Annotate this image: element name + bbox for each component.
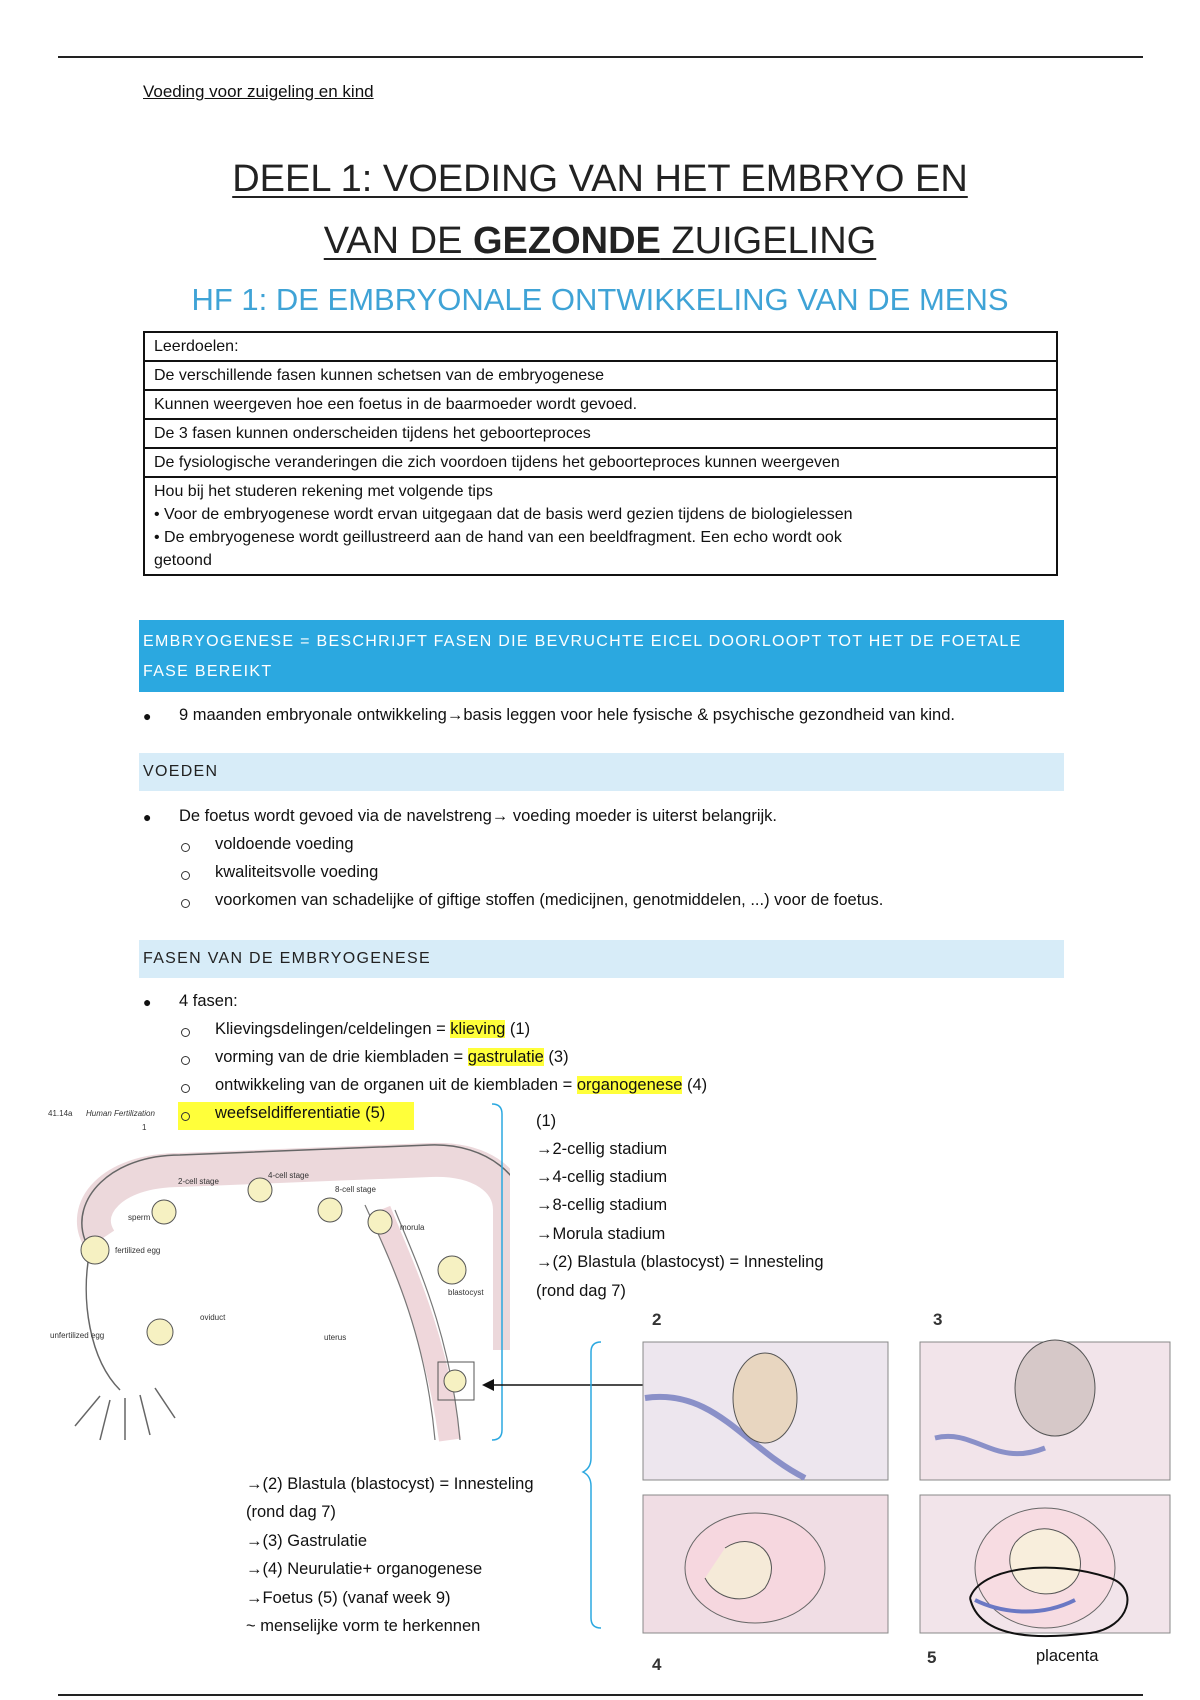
two-cell-embryo (152, 1200, 176, 1224)
panel-number-5: 5 (927, 1648, 937, 1667)
figure-caption-num: 41.14a (48, 1109, 73, 1118)
main-title-line1-text: DEEL 1: VOEDING VAN HET EMBRYO EN (232, 158, 968, 200)
label-4cell: 4-cell stage (268, 1171, 309, 1180)
stages-bottom-5: →Foetus (5) (vanaf week 9) (246, 1589, 451, 1607)
sub-bullet-circle (181, 871, 190, 880)
stages-right-7: (rond dag 7) (536, 1282, 626, 1300)
embryogenese-heading: EMBRYOGENESE = BESCHRIJFT FASEN DIE BEVRUCHTE EICEL DOORLOOPT TOT HET DE FOETALE FASE BEREIKT (139, 620, 1064, 692)
step-3-highlight: organogenese (576, 1076, 683, 1094)
unfertilized-egg-cell (147, 1319, 173, 1345)
fasen-bullet: 4 fasen: (179, 992, 238, 1010)
four-cell-embryo (248, 1178, 272, 1202)
stages-bottom-4: →(4) Neurulatie+ organogenese (246, 1560, 483, 1578)
bullet-dot: ● (143, 809, 152, 825)
fasen-step-4: weefseldifferentiatie (5) (215, 1104, 386, 1122)
panel-gastrula-embryo (1015, 1340, 1095, 1436)
goals-row: De 3 fasen kunnen onderscheiden tijdens het geboorteproces (144, 419, 1057, 448)
stages-bottom-6: ~ menselijke vorm te herkennen (246, 1617, 481, 1635)
sub-bullet-circle (181, 1084, 190, 1093)
main-title-line1 (0, 158, 1200, 201)
main-title-line2 (0, 220, 1200, 263)
label-oviduct: oviduct (200, 1313, 226, 1322)
stages-right-3: →4-cellig stadium (536, 1168, 668, 1186)
goals-row-header: Leerdoelen: (144, 332, 1057, 361)
implanted-blastocyst (444, 1370, 466, 1392)
label-morula: morula (400, 1223, 425, 1232)
tip-2: • De embryogenese wordt geillustreerd aan de hand van een beeldfragment. Een echo wordt ook getoond (154, 529, 842, 569)
learning-goals-table (143, 331, 1058, 576)
sub-bullet-circle (181, 843, 190, 852)
fasen-step-2 (215, 1048, 569, 1067)
goals-row: De verschillende fasen kunnen schetsen van de embryogenese (144, 361, 1057, 390)
stages-bottom-2: (rond dag 7) (246, 1503, 336, 1521)
bullet-dot: ● (143, 708, 152, 724)
eight-cell-embryo (318, 1198, 342, 1222)
stages-right-4: →8-cellig stadium (536, 1196, 668, 1214)
main-title-line2-post: ZUIGELING (660, 220, 877, 262)
panel-number-3: 3 (933, 1310, 943, 1329)
goals-row: Kunnen weergeven hoe een foetus in de baarmoeder wordt gevoed. (144, 390, 1057, 419)
voeden-sub-1: voldoende voeding (215, 835, 354, 853)
panel-number-4: 4 (652, 1655, 662, 1674)
label-2cell: 2-cell stage (178, 1177, 219, 1186)
fasen-step-3 (215, 1076, 707, 1095)
label-sperm: sperm (128, 1213, 151, 1222)
morula-embryo (368, 1210, 392, 1234)
figure-caption-index: 1 (142, 1123, 147, 1132)
label-uterus: uterus (324, 1333, 347, 1342)
sub-bullet-circle (181, 1028, 190, 1037)
label-blastocyst: blastocyst (448, 1288, 484, 1297)
chapter-title: HF 1: DE EMBRYONALE ONTWIKKELING VAN DE MENS (191, 282, 1009, 317)
bullet-dot: ● (143, 994, 152, 1010)
voeden-sub-2: kwaliteitsvolle voeding (215, 863, 379, 881)
step-1-ref: (1) (505, 1020, 531, 1038)
embryogenese-bullet: 9 maanden embryonale ontwikkeling→basis leggen voor hele fysische & psychische gezondheid van kind. (179, 706, 955, 724)
bottom-rule (58, 1694, 1143, 1696)
uterus-wall (380, 1210, 450, 1440)
step-2-ref: (3) (543, 1048, 569, 1066)
label-unfertilized-egg: unfertilized egg (50, 1331, 105, 1340)
voeden-sub-3: voorkomen van schadelijke of giftige stoffen (medicijnen, genotmiddelen, ...) voor de foetus. (215, 891, 884, 909)
step-3-text: ontwikkeling van de organen uit de kiembladen = (215, 1076, 577, 1094)
step-2-text: vorming van de drie kiembladen = (215, 1048, 468, 1066)
goals-tips-cell (144, 477, 1057, 575)
development-panels (575, 1338, 1175, 1638)
goals-row: De fysiologische veranderingen die zich voordoen tijdens het geboorteproces kunnen weergeven (144, 448, 1057, 477)
label-8cell: 8-cell stage (335, 1185, 376, 1194)
main-title-line2-pre: VAN DE (323, 220, 473, 262)
main-title-bold-word: GEZONDE (472, 220, 661, 262)
sub-bullet-circle (181, 1056, 190, 1065)
running-header: Voeding voor zuigeling en kind (143, 82, 374, 101)
stages-right-6: →(2) Blastula (blastocyst) = Innesteling (536, 1253, 824, 1271)
stages-right-2: →2-cellig stadium (536, 1140, 668, 1158)
panel-number-2: 2 (652, 1310, 662, 1329)
fertilized-egg-cell (81, 1236, 109, 1264)
blastocyst-embryo (438, 1256, 466, 1284)
tip-1: • Voor de embryogenese wordt ervan uitgegaan dat de basis werd gezien tijdens de biologielessen (154, 506, 853, 523)
step-1-text: Klievingsdelingen/celdelingen = (215, 1020, 451, 1038)
stages-bottom-1: →(2) Blastula (blastocyst) = Innesteling (246, 1475, 534, 1493)
placenta-label: placenta (1036, 1647, 1099, 1665)
top-rule (58, 56, 1143, 58)
label-fertilized-egg: fertilized egg (115, 1246, 161, 1255)
step-2-highlight: gastrulatie (467, 1048, 544, 1066)
fasen-step-1 (215, 1020, 530, 1039)
main-title-line2-wrap (324, 220, 877, 262)
voeden-bullet: De foetus wordt gevoed via de navelstreng→ voeding moeder is uiterst belangrijk. (179, 807, 777, 825)
panel-blastula-embryo (733, 1353, 797, 1443)
fertilization-figure (40, 1100, 510, 1460)
panel-foetus-figure (1010, 1529, 1081, 1594)
fasen-heading: FASEN VAN DE EMBRYOGENESE (139, 940, 1064, 978)
step-3-ref: (4) (682, 1076, 708, 1094)
stages-right-5: →Morula stadium (536, 1225, 666, 1243)
stages-bottom-3: →(3) Gastrulatie (246, 1532, 368, 1550)
voeden-heading: VOEDEN (139, 753, 1064, 791)
step-1-highlight: klieving (450, 1020, 506, 1038)
stages-right-1: (1) (536, 1112, 557, 1130)
figure-caption-text: Human Fertilization (86, 1109, 155, 1118)
bracket-left (583, 1342, 601, 1628)
sub-bullet-circle (181, 899, 190, 908)
tips-title: Hou bij het studeren rekening met volgende tips (154, 483, 493, 500)
